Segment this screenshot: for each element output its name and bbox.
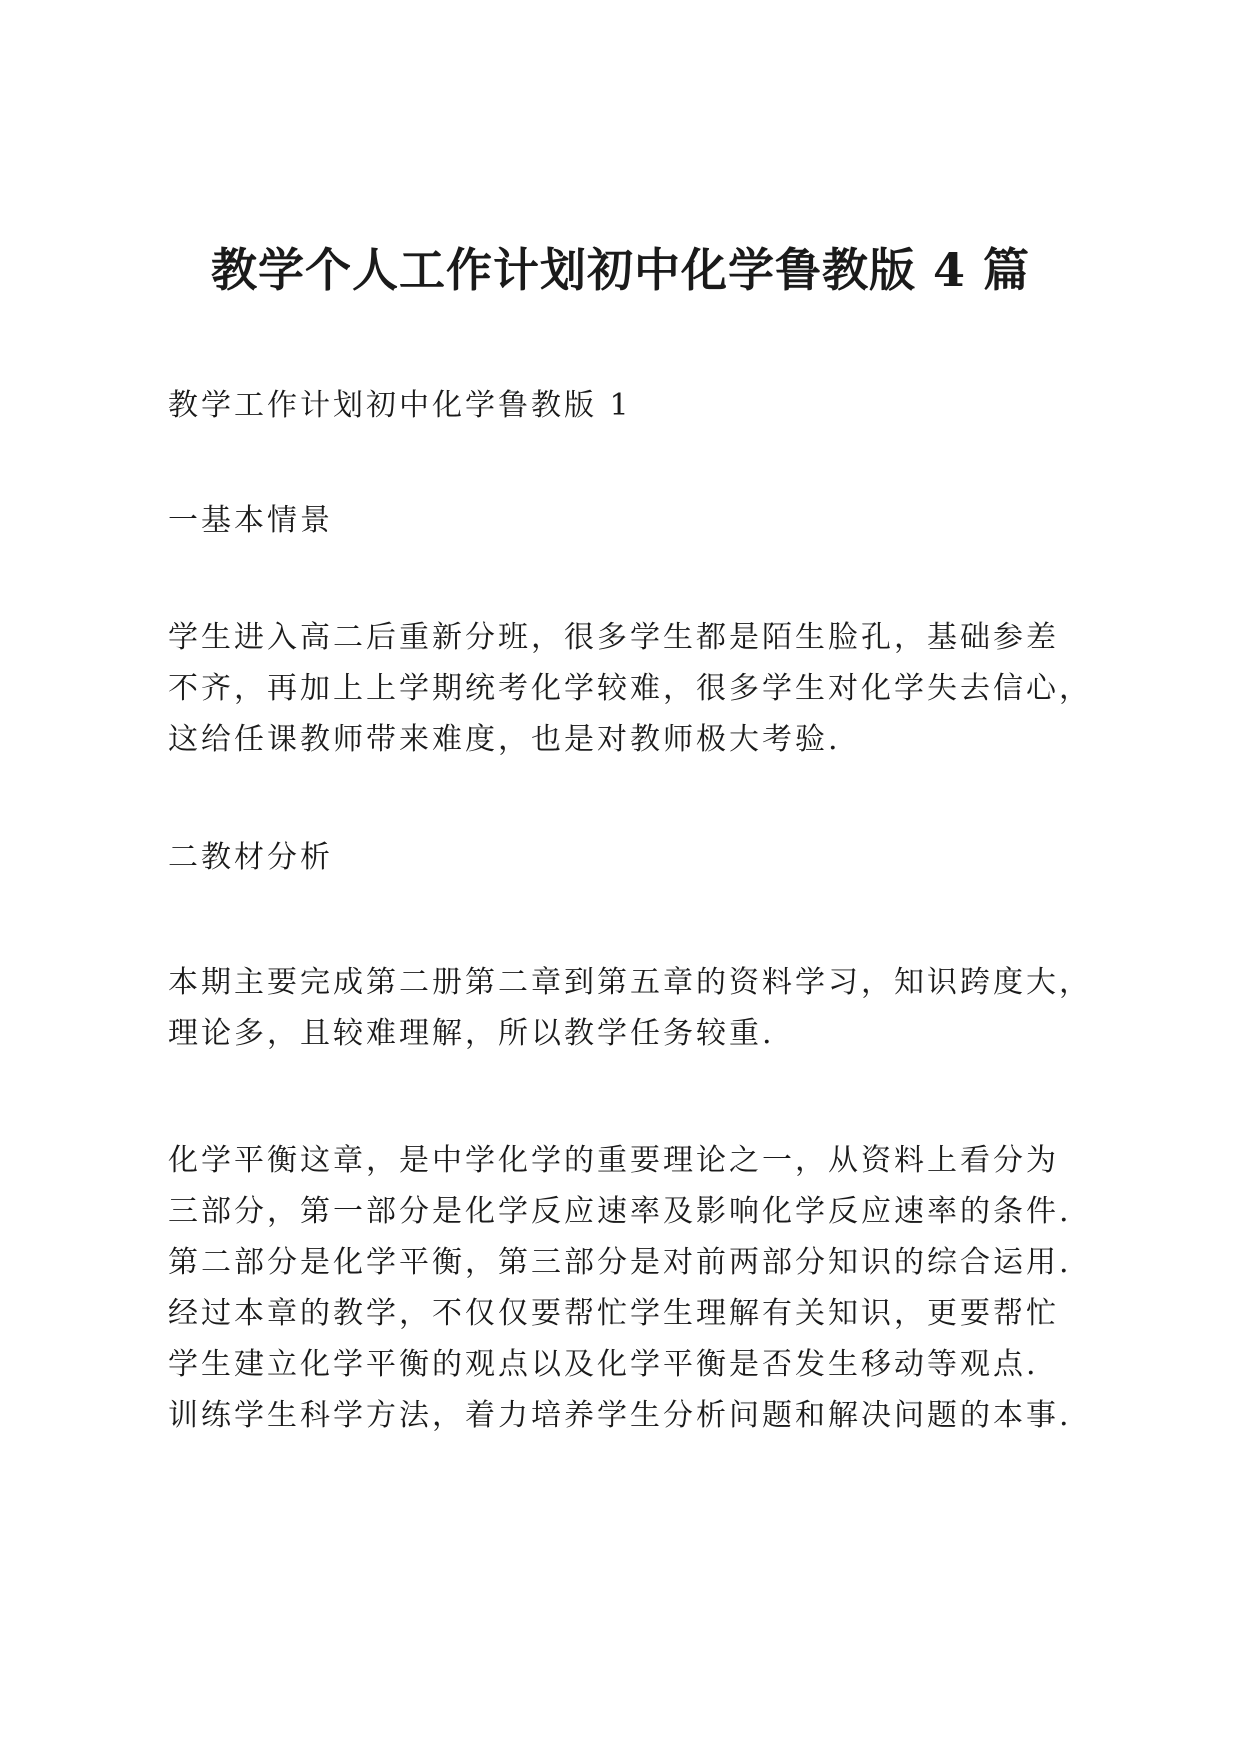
- paragraph-line: 经过本章的教学，不仅仅要帮忙学生理解有关知识，更要帮忙: [168, 1296, 1059, 1331]
- section-heading-text: 一基本情景: [168, 503, 333, 538]
- paragraph-chemical-equilibrium: [168, 1135, 1088, 1441]
- paragraph-textbook-scope: [168, 957, 1092, 1059]
- paragraph-line: 学生建立化学平衡的观点以及化学平衡是否发生移动等观点.: [168, 1347, 1039, 1382]
- paragraph-line: 这给任课教师带来难度，也是对教师极大考验.: [168, 722, 841, 757]
- paragraph-line: 本期主要完成第二册第二章到第五章的资料学习，知识跨度大，: [168, 965, 1092, 1000]
- section-heading-textbook-analysis: [168, 832, 1088, 883]
- paragraph-line: 学生进入高二后重新分班，很多学生都是陌生脸孔，基础参差: [168, 620, 1059, 655]
- subtitle-text: 教学工作计划初中化学鲁教版 1: [168, 388, 632, 423]
- document-title: 教学个人工作计划初中化学鲁教版 4 篇: [210, 243, 1031, 297]
- section-heading-text: 二教材分析: [168, 840, 333, 875]
- paragraph-line: 不齐，再加上上学期统考化学较难，很多学生对化学失去信心，: [168, 671, 1092, 706]
- paragraph-line: 训练学生科学方法，着力培养学生分析问题和解决问题的本事.: [168, 1398, 1072, 1433]
- paragraph-line: 理论多，且较难理解，所以教学任务较重.: [168, 1016, 775, 1051]
- paragraph-line: 化学平衡这章，是中学化学的重要理论之一，从资料上看分为: [168, 1143, 1059, 1178]
- paragraph-basic-situation: [168, 612, 1092, 765]
- paragraph-line: 第二部分是化学平衡，第三部分是对前两部分知识的综合运用.: [168, 1245, 1072, 1280]
- section-heading-basic-situation: [168, 495, 1088, 546]
- paragraph-line: 三部分，第一部分是化学反应速率及影响化学反应速率的条件.: [168, 1194, 1072, 1229]
- document-subtitle: [168, 380, 1088, 431]
